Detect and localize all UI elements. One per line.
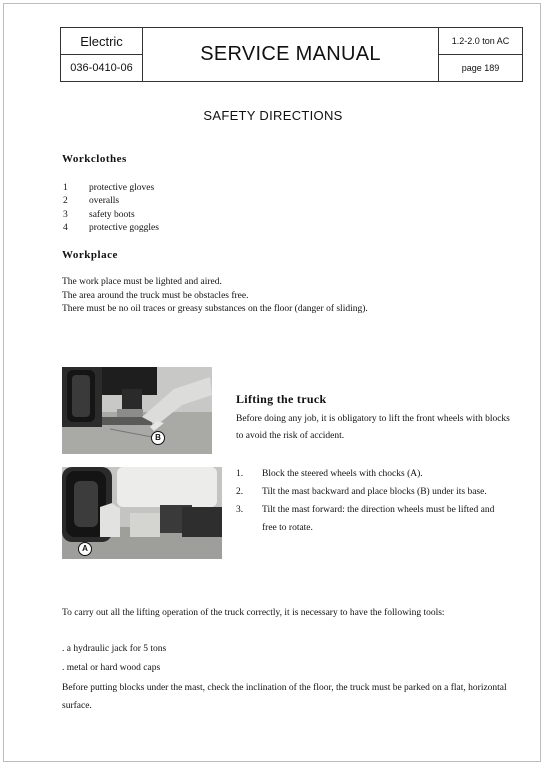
list-item: overalls [89, 196, 120, 206]
label-marker-a: A [78, 542, 92, 556]
doc-title: SERVICE MANUAL [200, 43, 381, 65]
workplace-line: The area around the truck must be obstacles free. [62, 291, 249, 301]
brand-cell: Electric [61, 28, 143, 55]
list-item-number: 2 [63, 196, 68, 206]
step-text: Tilt the mast backward and place blocks (B) under its base. [262, 487, 487, 497]
lifting-heading: Lifting the truck [236, 392, 327, 406]
step-text: free to rotate. [262, 523, 313, 533]
list-item-number: 1 [63, 183, 68, 193]
tool-item: . a hydraulic jack for 5 tons [62, 644, 167, 654]
step-number: 1. [236, 469, 244, 479]
tools-note-line: surface. [62, 701, 92, 711]
workplace-line: The work place must be lighted and aired. [62, 277, 222, 287]
list-item: protective goggles [89, 223, 159, 233]
tools-intro: To carry out all the lifting operation of the truck correctly, it is necessary to have the following tools: [62, 608, 445, 618]
page-number-cell: page 189 [438, 55, 522, 81]
tool-item: . metal or hard wood caps [62, 663, 161, 673]
photo-wheel-chocks [62, 467, 222, 559]
list-item-number: 4 [63, 223, 68, 233]
header-table [60, 27, 523, 82]
workplace-heading: Workplace [62, 249, 118, 261]
list-item: safety boots [89, 210, 135, 220]
doc-code-cell: 036-0410-06 [61, 55, 143, 81]
photo-mast-blocks [62, 367, 212, 454]
section-title: SAFETY DIRECTIONS [203, 108, 343, 123]
list-item-number: 3 [63, 210, 68, 220]
step-number: 3. [236, 505, 244, 515]
model-cell: 1.2-2.0 ton AC [438, 28, 522, 55]
step-text: Block the steered wheels with chocks (A). [262, 469, 423, 479]
lifting-intro-line: Before doing any job, it is obligatory to lift the front wheels with blocks [236, 414, 510, 424]
list-item: protective gloves [89, 183, 155, 193]
workclothes-heading: Workclothes [62, 153, 127, 165]
step-number: 2. [236, 487, 244, 497]
label-marker-b: B [151, 431, 165, 445]
lifting-intro-line: to avoid the risk of accident. [236, 431, 345, 441]
workplace-line: There must be no oil traces or greasy substances on the floor (danger of sliding). [62, 304, 368, 314]
step-text: Tilt the mast forward: the direction wheels must be lifted and [262, 505, 495, 515]
tools-note-line: Before putting blocks under the mast, check the inclination of the floor, the truck must be parked on a flat, horizontal [62, 683, 507, 693]
